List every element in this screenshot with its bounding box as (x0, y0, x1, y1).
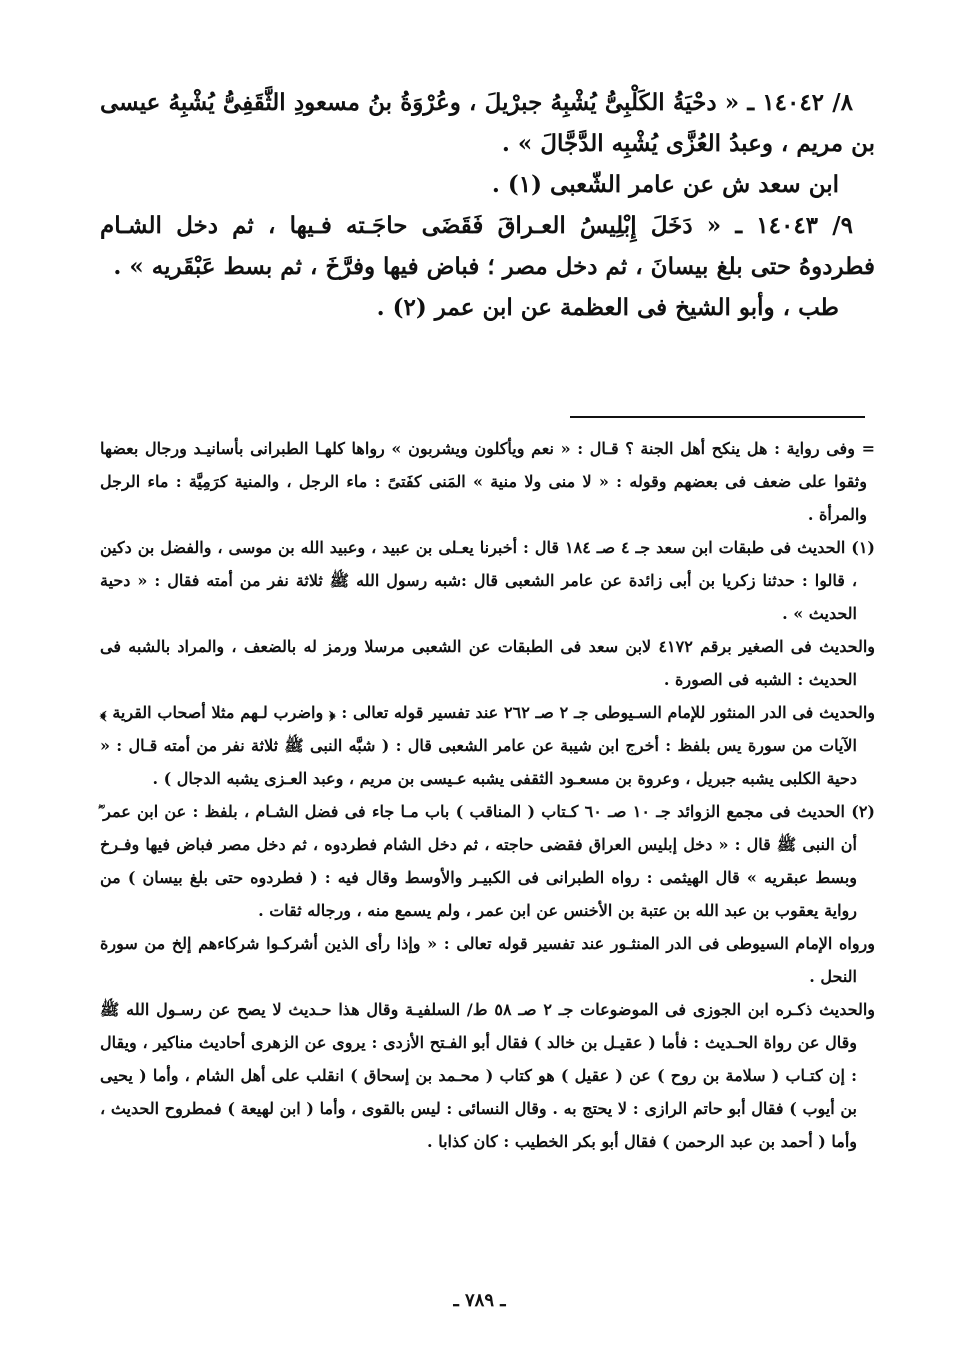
footnote-paragraph: والحديث ذكـره ابن الجوزى فى الموضوعات جـ ٢ صـ ٥٨ ط/ السلفيـة وقال هذا حـديث لا يصح عن رسـول الله ﷺ وقال عن رواة الحـديث : فأما ( عقيـل بن خالد ) فقال أبو الفـتح الأزدى : يروى عن الزهرى أحاديث مناكير ، ويقال : إن كتـاب ( سلامة بن روح ) عن ( عقيل ) هو كتاب ( محـمد بن إسحاق ) انقلب على أهل الشام ، وأما ( يحيى بن أيوب ) فقال أبو حاتم الرازى : لا يحتج به . وقال النسائى : ليس بالقوى ، وأما ( ابن لهيعة ) فمطروح الحديث ، وأما ( أحمد بن عبد الرحمن ) فقال أبو بكر الخطيب : كان كذابا . (100, 1000, 876, 1151)
hadith-entry: ٩/ ١٤٠٤٣ ـ « دَخَلَ إِبْلِيسُ العـراقَ فَقَضَى حاجَـته فـيها ، ثم دخل الشـام فطردوهُ حتى بلغ بيسانَ ، ثم دخل مصر ؛ فباض فيها وفرَّخَ ، ثم بسط عَبْقَريه » . (100, 212, 875, 280)
footnote-divider (570, 416, 865, 418)
footnote-paragraph: ورواه الإمام السيوطى فى الدر المنثـور عند تفسير قوله تعالى : « وإذا رأى الذين أشركـوا شركاءهم إلخ من سورة النحل . (100, 934, 875, 986)
hadith-source: ابن سعد ش عن عامر الشّعبى (١) . (491, 171, 839, 198)
footnote-paragraph: والحديث فى الصغير برقم ٤١٧٢ لابن سعد فى الطبقات عن الشعبى مرسلا ورمز له بالضعف ، والمراد بالشبه فى الحديث : الشبه فى الصورة . (100, 637, 876, 689)
page-number: ـ ٧٨٩ ـ (453, 1290, 506, 1311)
hadith-source: طب ، وأبو الشيخ فى العظمة عن ابن عمر (٢) . (376, 294, 839, 321)
main-text-block (100, 82, 875, 328)
hadith-entry: ٨/ ١٤٠٤٢ ـ « دحْيَةُ الكَلْبِىُّ يُشْبِهُ جبرْيلَ ، وعُرْوَةُ بنُ مسعودِ الثَّقَفِىُّ يُشْبِهُ عيسى بن مريم ، وعبدُ العُزَّى يُشْبِه الدَّجَّالَ » . (100, 89, 875, 157)
hadith-list (100, 82, 875, 328)
footnote-paragraph: (١) الحديث فى طبقات ابن سعد جـ ٤ صـ ١٨٤ قال : أخبرنا يعـلى بن عبيد ، وعبيد الله بن موسى ، والفضل بن دكين ، قالوا : حدثنا زكريا بن أبى زائدة عن عامر الشعبى قال :شبه رسول الله ﷺ ثلاثة نفر من أمته فقال : « دحية الحديث » . (100, 538, 875, 623)
footnotes (100, 432, 875, 1158)
footnote-paragraph: (٢) الحديث فى مجمع الزوائد جـ ١٠ صـ ٦٠ كـتاب ( المناقب ) باب مـا جاء فى فضل الشـام ، بلفظ : عن ابن عمر ؓ أن النبى ﷺ قال : « دخل إبليس العراق فقضى حاجته ، ثم دخل الشام فطردوه ، ثم دخل مصر فباض فيها وفـرخ وبسط عبقريه » قال الهيثمى : رواه الطبرانى فى الكبيـر والأوسط وقال فيه : ( فطردوه حتى بلغ بيسان ) من رواية يعقوب بن عبد الله بن عتبة بن الأخنس عن ابن عمر ، ولم يسمع منه ، ورجاله ثقات . (100, 802, 875, 920)
footnote-continuation: = وفى رواية : هل ينكح أهل الجنة ؟ قـال : « نعم ويأكلون ويشربون » رواها كلهـا الطبرانى بأسانيـد ورجال بعضها وثقوا على ضعف فى بعضهم وقوله : « لا منى ولا منية » المَنى كفَتىً : ماء الرجل ، والمنية كرَمِيَّة : ماء الرجل والمرأة . (100, 439, 875, 524)
footnote-paragraph: والحديث فى الدر المنثور للإمام السـيوطى جـ ٢ صـ ٢٦٢ عند تفسير قوله تعالى : ﴿ واضرب لـهم مثلا أصحاب القرية ﴾ الآيات من سورة يس بلفظ : أخرج ابن شيبة عن عامر الشعبى قال : ( شبَّه النبى ﷺ ثلاثة نفر من أمته قـال : « دحية الكلبى يشبه جبريل ، وعروة بن مسعـود الثقفى يشبه عـيسى بن مريم ، وعبد العـزى يشبه الدجال ) . (100, 703, 876, 788)
